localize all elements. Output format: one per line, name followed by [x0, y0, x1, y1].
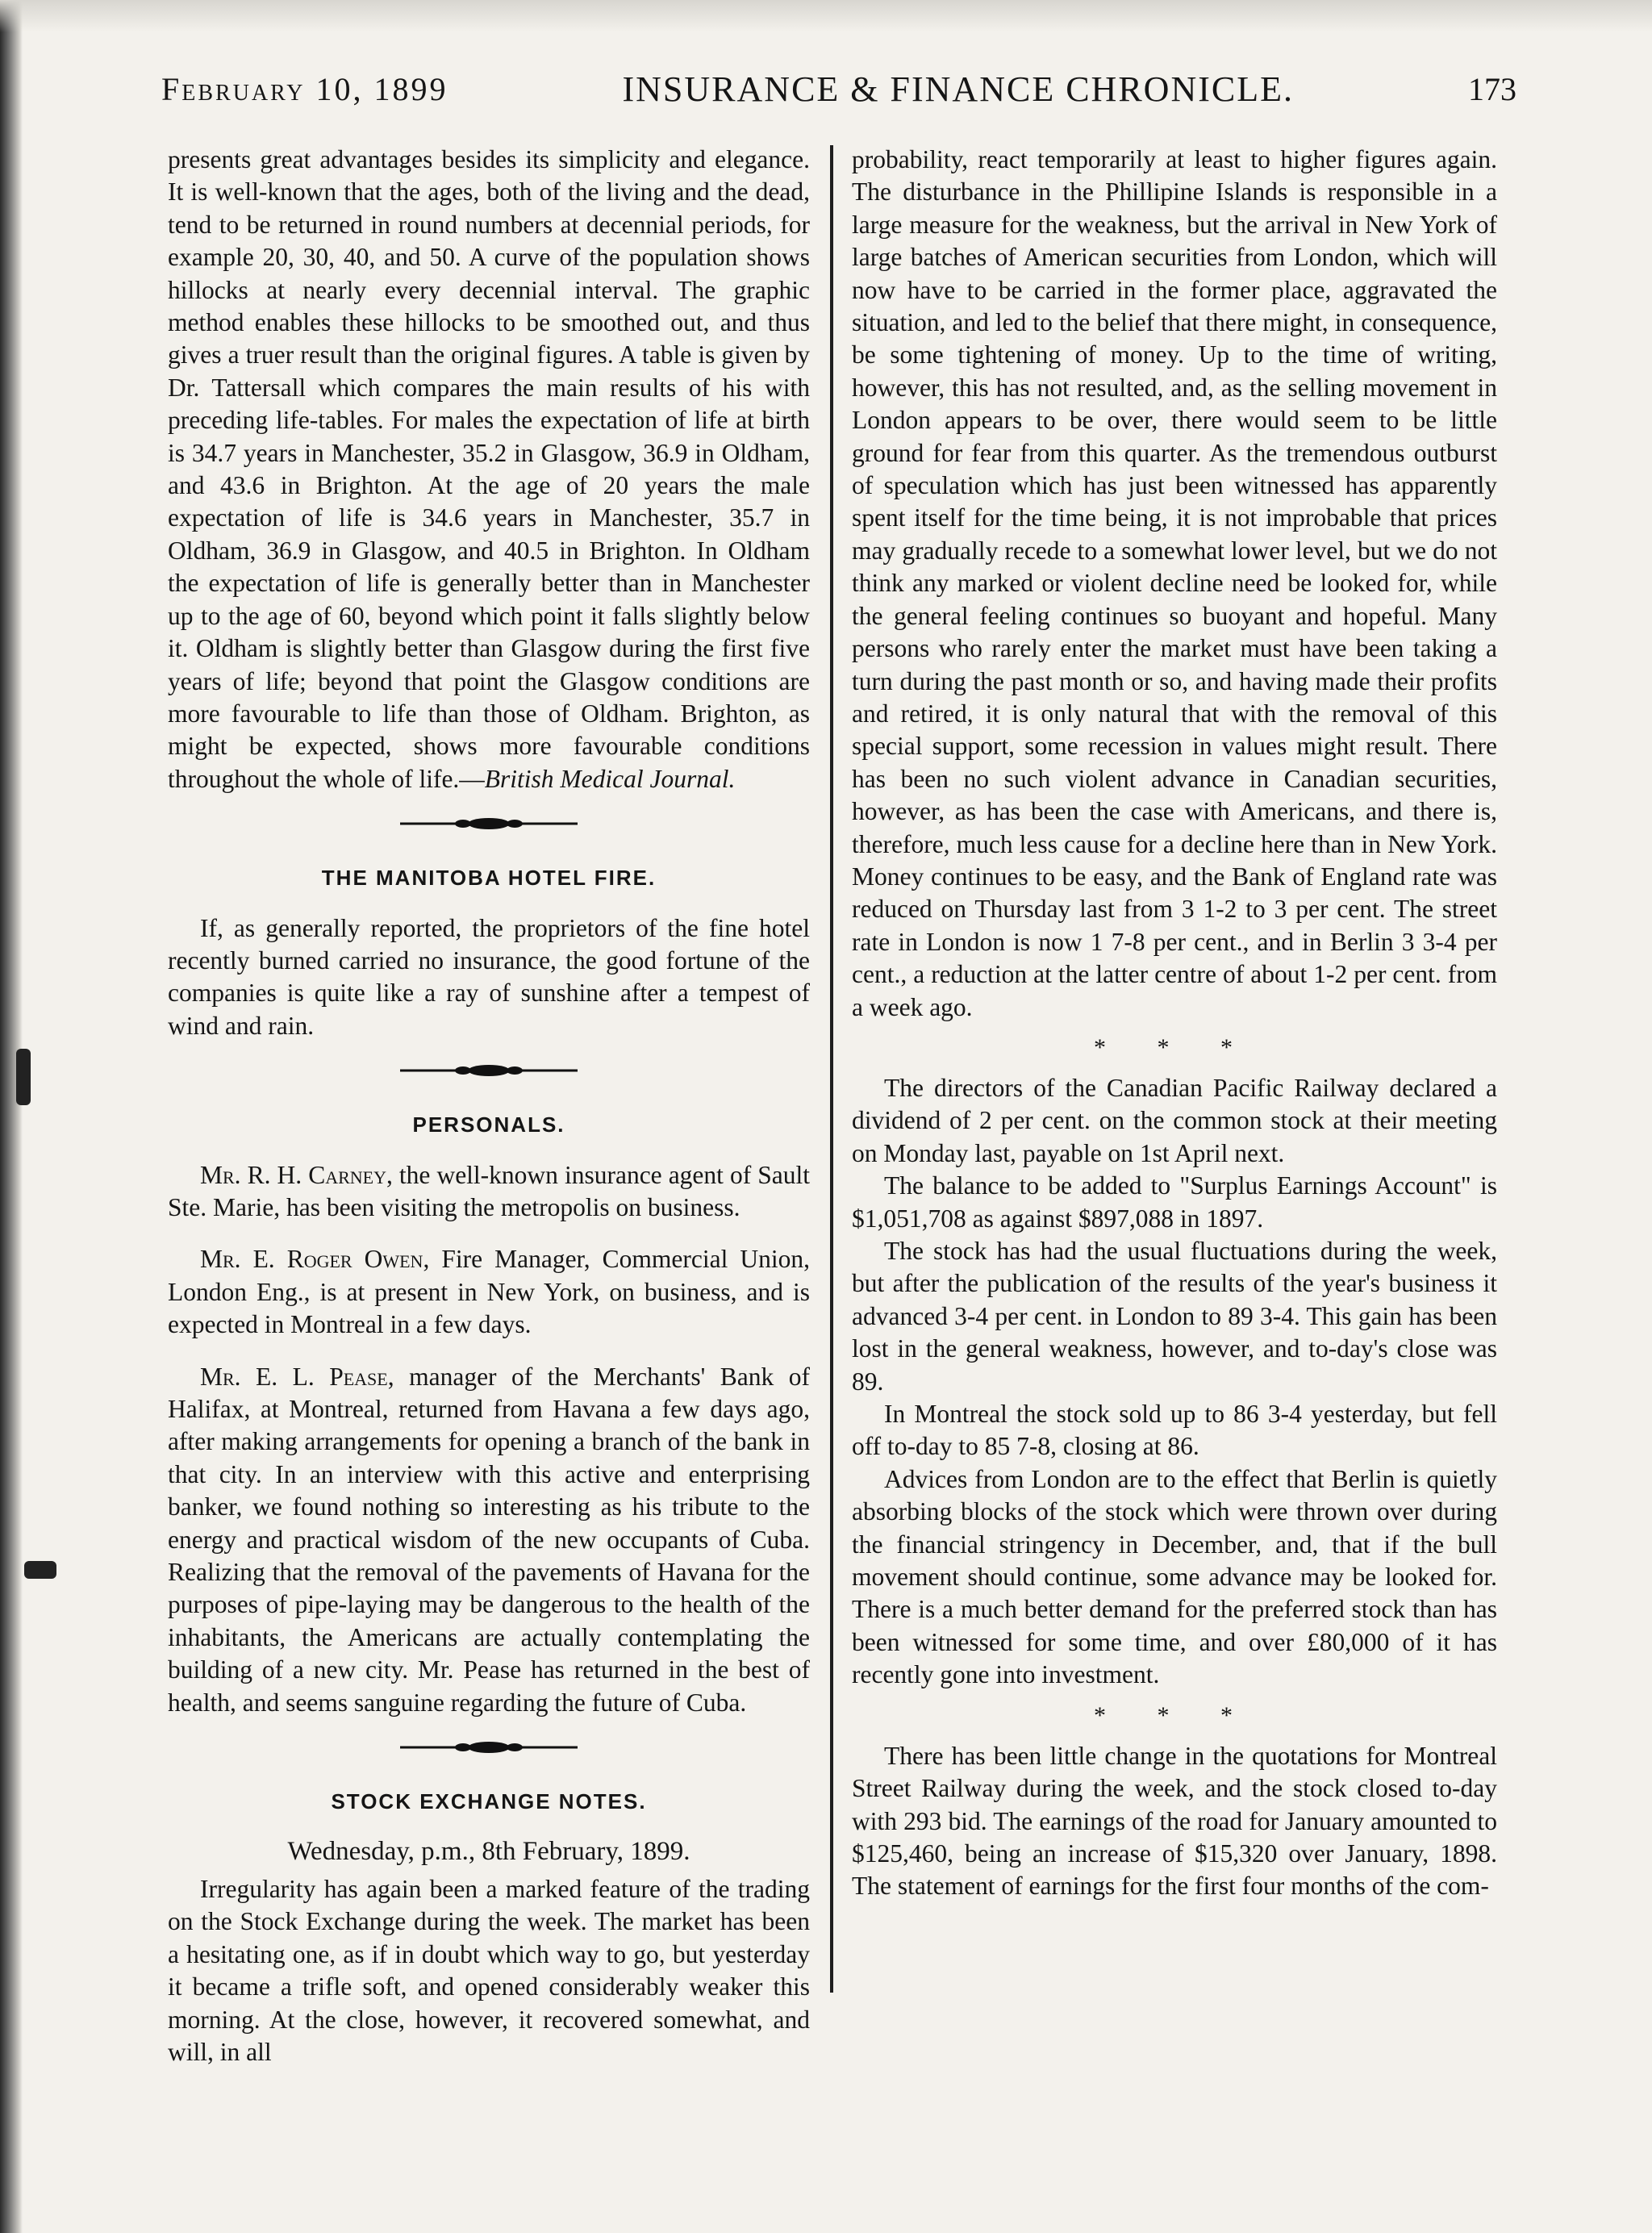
page-number: 173 — [1467, 70, 1516, 107]
divider-ornament-icon — [400, 815, 578, 833]
source-citation: British Medical Journal. — [484, 764, 736, 793]
article-continuation — [168, 144, 810, 795]
article-text: presents great advantages besides its simplicity and elegance. It is well-known that the ages, both of the living and the dead, tend to be returned in round numbers at decennial periods, for example 20, 30, 40, and 50. A curve of the population shows hillocks at nearly every decennial interval. The graphic method enables these hillocks to be smoothed out, and thus gives a truer result than the original figures. A table is given by Dr. Tattersall which compares the main results of his with preceding life-tables. For males the expectation of life at birth is 34.7 years in Manchester, 35.2 in Glasgow, 36.9 in Oldham, and 43.6 in Brighton. At the age of 20 years the male expectation of life is 34.6 years in Manchester, 35.7 in Oldham, 36.9 in Glasgow, and 40.5 in Brighton. In Oldham the expectation of life is generally better than in Manchester up to the age of 60, beyond which point it falls slightly below it. Oldham is slightly better than Glasgow during the first five years of life; beyond that point the Glasgow conditions are more favourable to life than those of Oldham. Brighton, as might be expected, shows more favourable conditions throughout the whole of life.— — [168, 145, 810, 793]
section-separator: * * * — [1094, 1033, 1255, 1061]
personal-text: manager of the Merchants' Bank of Halifax, at Montreal, returned from Havana a few days ago, after making arrangements for opening a branch of the bank in that city. In an interview with this active and enterprising banker, we found nothing so interesting as his tribute to the energy and practical wisdom of the new occupants of Cuba. Realizing that the removal of the pavements of Havana for the purposes of pipe-laying may be dangerous to the health of the inhabitants, the Americans are actually contemplating the building of a new city. Mr. Pease has returned in the best of health, and seems sanguine regarding the future of Cuba. — [168, 1362, 810, 1717]
top-shade — [0, 0, 1652, 32]
personal-item — [168, 1361, 810, 1719]
personal-item — [168, 1159, 810, 1225]
cpr-paragraph: Advices from London are to the effect that Berlin is quietly absorbing blocks of the stock which were thrown over during the financial stringency in December, and, that if the bull movement should continue, some advance may be looked for. There is a much better demand for the preferred stock than has been witnessed for some time, and over £80,000 of it has recently gone into investment. — [852, 1464, 1497, 1689]
left-column — [168, 144, 810, 2068]
manitoba-paragraph: If, as generally reported, the proprietors of the fine hotel recently burned carried no insurance, the good fortune of the companies is quite like a ray of sunshine after a tempest of wind and rain. — [168, 913, 810, 1040]
section-separator: * * * — [1094, 1701, 1255, 1729]
section-heading: THE MANITOBA HOTEL FIRE. — [321, 866, 657, 891]
stock-paragraph: Irregularity has again been a marked feature of the trading on the Stock Exchange during the week. The market has been a hesitating one, as if in doubt which way to go, but yesterday it became a trifle soft, and opened considerably weaker this morning. At the close, however, it recovered somewhat, and will, in all — [168, 1874, 810, 2066]
personal-text: the well-known insurance agent of Sault Ste. Marie, has been visiting the metropolis on business. — [168, 1160, 811, 1221]
cpr-paragraph: The balance to be added to "Surplus Earnings Account" is $1,051,708 as against $897,088 in 1897. — [852, 1171, 1497, 1233]
cpr-paragraph: The directors of the Canadian Pacific Railway declared a dividend of 2 per cent. on the common stock at their meeting on Monday last, payable on 1st April next. — [852, 1073, 1497, 1167]
journal-title: INSURANCE & FINANCE CHRONICLE. — [622, 69, 1294, 109]
section-divider — [168, 1719, 810, 1776]
person-name: Mr. E. L. Pease, — [200, 1362, 394, 1391]
binding-mark — [16, 1049, 31, 1105]
section-divider — [168, 1042, 810, 1099]
cpr-paragraph: The stock has had the usual fluctuations during the week, but after the publication of the results of the year's business it advanced 3-4 per cent. in London to 89 3-4. This gain has been lost in the general weakness, however, and to-day's close was 89. — [852, 1237, 1497, 1396]
column-rule — [830, 145, 833, 1993]
section-divider — [168, 795, 810, 852]
page-header — [161, 56, 1516, 121]
msr-paragraph: There has been little change in the quotations for Montreal Street Railway during the week, and the stock closed to-day with 293 bid. The earnings of the road for January amounted to $125,460, being an increase of $15,320 over January, 1898. The statement of earnings for the first four months of the com- — [852, 1741, 1497, 1901]
divider-ornament-icon — [400, 1062, 578, 1079]
person-name: Mr. E. Roger Owen, — [200, 1245, 430, 1274]
stock-continuation: probability, react temporarily at least to higher figures again. The disturbance in the Phillipine Islands is responsible in a large measure for the weakness, but the arrival in New York of large batches of American securities from London, which will now have to be carried in the former place, aggravated the situation, and led to the belief that there might, in consequence, be some tightening of money. Up to the time of writing, however, this has not resulted, and, as the selling movement in London appears to be over, there would seem to be little ground for fear from this quarter. As the tremendous outburst of speculation which has just been witnessed has apparently spent itself for the time being, it is not improbable that prices may gradually recede to a somewhat lower level, but we do not think any marked or violent decline need be looked for, while the general feeling continues so buoyant and hopeful. Many persons who rarely enter the market must have been taking a turn during the past month or so, and having made their profits and retired, it is only natural that with the removal of this special support, some recession in values might result. There has been no such violent advance in Canadian securities, however, as has been the case with Americans, and there is, therefore, much less cause for a decline here than in New York. Money continues to be easy, and the Bank of England rate was reduced on Thursday last from 3 1-2 to 3 per cent. The street rate in London is now 1 7-8 per cent., and in Berlin 3 3-4 per cent., a reduction at the latter centre of about 1-2 per cent. from a week ago. — [852, 145, 1497, 1021]
right-column — [852, 144, 1497, 1903]
divider-ornament-icon — [400, 1738, 578, 1756]
page-edge — [0, 0, 23, 2233]
personal-text: Fire Manager, Commercial Union, London Eng., is at present in New York, on business, and is expected in Montreal in a few days. — [168, 1245, 810, 1339]
binding-mark — [24, 1561, 56, 1579]
person-name: Mr. R. H. Carney, — [200, 1160, 393, 1189]
dateline: Wednesday, p.m., 8th February, 1899. — [287, 1837, 690, 1867]
cpr-paragraph: In Montreal the stock sold up to 86 3-4 yesterday, but fell off to-day to 85 7-8, closing at 86. — [852, 1400, 1497, 1461]
personal-item — [168, 1243, 810, 1341]
section-heading: PERSONALS. — [412, 1112, 565, 1137]
section-heading: STOCK EXCHANGE NOTES. — [331, 1789, 647, 1814]
issue-date: February 10, 1899 — [161, 70, 448, 107]
